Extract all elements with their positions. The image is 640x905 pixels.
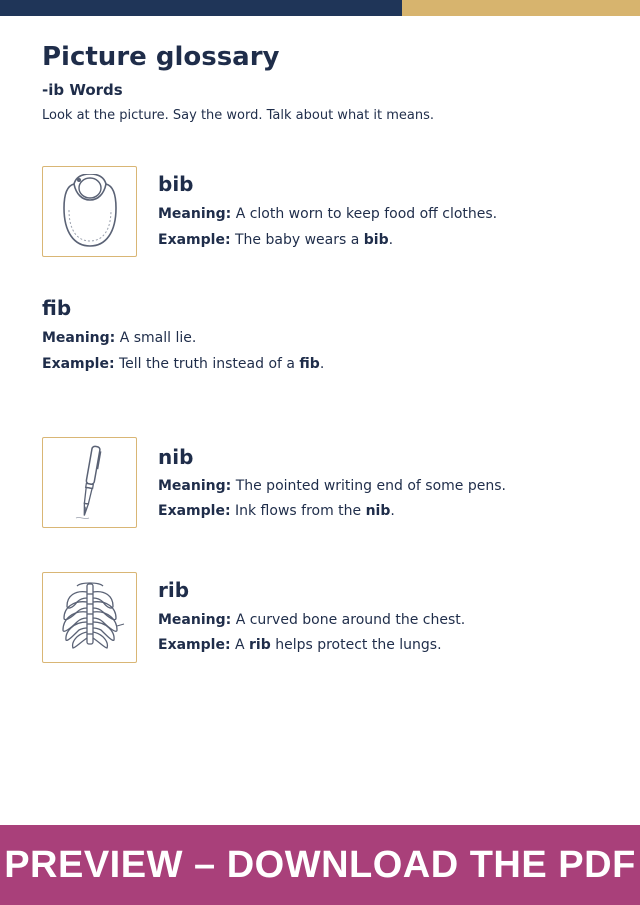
picture-frame: [42, 166, 137, 257]
entry-word: fib: [42, 296, 72, 320]
entry-word: nib: [158, 445, 194, 469]
meaning-text: A curved bone around the chest.: [235, 612, 466, 628]
example-label: Example:: [42, 356, 115, 372]
instructions: Look at the picture. Say the word. Talk about what it means.: [42, 108, 434, 123]
top-bar-navy-segment: [0, 0, 402, 16]
picture-frame: [42, 572, 137, 663]
example-word: rib: [249, 637, 271, 653]
entry-example: [158, 503, 395, 519]
example-label: Example:: [158, 637, 231, 653]
entry-example: [158, 637, 442, 653]
example-text-before: Ink flows from the: [235, 503, 366, 519]
meaning-label: Meaning:: [42, 330, 116, 346]
example-text-after: .: [319, 356, 325, 372]
example-text-before: Tell the truth instead of a: [119, 356, 300, 372]
meaning-text: A cloth worn to keep food off clothes.: [235, 206, 498, 222]
example-text-after: .: [388, 232, 394, 248]
entry-word: bib: [158, 172, 194, 196]
meaning-label: Meaning:: [158, 478, 232, 494]
page-subtitle: -ib Words: [42, 81, 123, 99]
meaning-label: Meaning:: [158, 206, 232, 222]
example-text-before: A: [235, 637, 250, 653]
example-label: Example:: [158, 232, 231, 248]
example-word: nib: [365, 503, 391, 519]
meaning-text: The pointed writing end of some pens.: [235, 478, 506, 494]
preview-download-banner[interactable]: [0, 825, 640, 905]
entry-meaning: [158, 612, 465, 628]
entry-example: [158, 232, 393, 248]
meaning-text: A small lie.: [119, 330, 197, 346]
example-word: bib: [363, 232, 389, 248]
preview-banner-text: PREVIEW – DOWNLOAD THE PDF: [4, 843, 636, 886]
example-label: Example:: [158, 503, 231, 519]
page-title: Picture glossary: [42, 42, 280, 72]
example-text-before: The baby wears a: [235, 232, 364, 248]
entry-meaning: [158, 206, 497, 222]
example-word: fib: [299, 356, 320, 372]
ribcage-icon: [55, 580, 125, 656]
top-color-bar: [0, 0, 640, 16]
entry-example: [42, 356, 324, 372]
entry-meaning: [42, 330, 196, 346]
entry-word: rib: [158, 578, 190, 602]
bib-icon: [60, 174, 120, 250]
picture-frame: [42, 437, 137, 528]
example-text-after: .: [390, 503, 395, 519]
example-text-after: helps protect the lungs.: [270, 637, 442, 653]
meaning-label: Meaning:: [158, 612, 232, 628]
top-bar-gold-segment: [402, 0, 640, 16]
entry-meaning: [158, 478, 506, 494]
fountain-pen-icon: [70, 444, 110, 522]
